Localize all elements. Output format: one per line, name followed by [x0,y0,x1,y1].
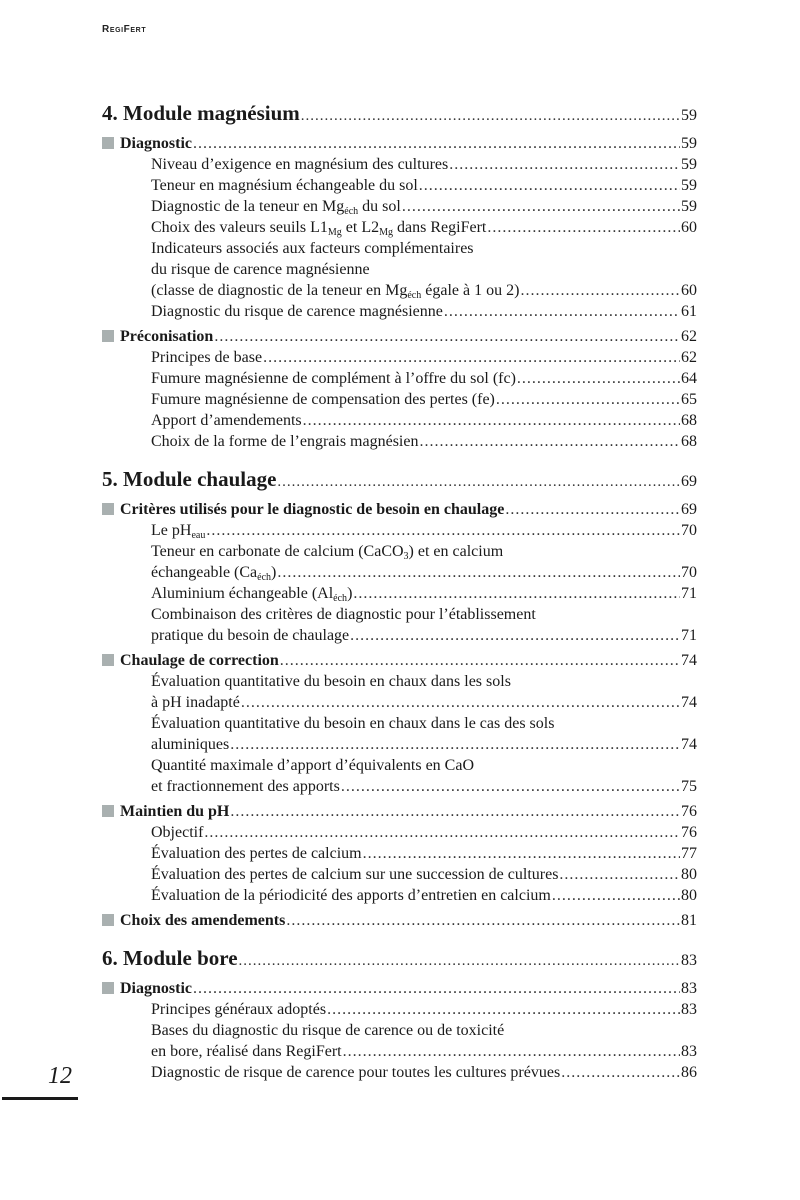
toc-item-line: Bases du diagnostic du risque de carence ou de toxicité [151,1022,505,1039]
item-title: Niveau d’exigence en magnésium des cultures [151,156,449,173]
item-title: Fumure magnésienne de compensation des pertes (fe) [151,391,495,408]
item-title: et fractionnement des apports [151,778,340,795]
dot-leader [487,217,680,238]
page-ref: 59 [681,156,697,173]
item-title: à pH inadapté [151,694,240,711]
module-title: 6. Module bore [102,946,238,970]
page-ref: 68 [681,433,697,450]
running-header: RegiFert [102,24,147,35]
toc-item[interactable] [102,154,697,175]
page-ref: 80 [681,887,697,904]
page-ref: 65 [681,391,697,408]
toc-item[interactable] [102,347,697,368]
page-ref: 81 [681,912,697,929]
toc-item-line: Combinaison des critères de diagnostic pour l’établissement [151,606,536,623]
item-title: Principes de base [151,349,263,366]
toc-item-line: Indicateurs associés aux facteurs complémentaires [151,240,474,257]
dot-leader [206,520,680,541]
page-ref: 83 [681,952,697,969]
page-ref: 77 [681,845,697,862]
toc-module-chaulage[interactable] [102,466,697,495]
toc-item[interactable] [102,1062,697,1083]
dot-leader [204,822,680,843]
dot-leader [559,864,680,885]
dot-leader [449,154,680,175]
dot-leader [505,499,680,520]
toc-module-magnesium[interactable] [102,100,697,129]
dot-leader [263,347,680,368]
toc-item[interactable] [102,301,697,322]
section-title: Critères utilisés pour le diagnostic de besoin en chaulage [120,501,505,518]
page-ref: 74 [681,736,697,753]
toc-section-preconisation[interactable] [102,326,697,347]
section-title: Chaulage de correction [120,652,279,669]
dot-leader [517,368,680,389]
page-ref: 61 [681,303,697,320]
dot-leader [193,978,680,999]
toc-item[interactable] [102,583,697,604]
dot-leader [327,999,680,1020]
page-ref: 76 [681,803,697,820]
toc-item[interactable] [102,692,697,713]
dot-leader [241,692,680,713]
dot-leader [280,650,680,671]
square-bullet-icon [102,654,114,666]
square-bullet-icon [102,137,114,149]
dot-leader [350,625,680,646]
page-ref: 86 [681,1064,697,1081]
toc-item[interactable] [102,196,697,217]
toc-item[interactable] [102,843,697,864]
item-title: (classe de diagnostic de la teneur en $Mg_{éch}$ égale à 1 ou 2) [151,282,520,301]
item-title: Apport d’amendements [151,412,302,429]
page-ref: 76 [681,824,697,841]
toc-item[interactable] [102,431,697,452]
dot-leader [402,196,680,217]
toc-item-line: Quantité maximale d’apport d’équivalents en CaO [151,757,475,774]
item-title: Diagnostic du risque de carence magnésienne [151,303,443,320]
dot-leader [419,175,680,196]
section-title: Choix des amendements [120,912,286,929]
section-title: Maintien du pH [120,803,230,820]
toc-item-line: Teneur en carbonate de calcium (CaCO$_3$) et en calcium [151,543,504,562]
toc-item[interactable] [102,389,697,410]
item-title: échangeable $(Ca_{éch})$ [151,564,277,583]
toc-item[interactable] [102,822,697,843]
item-title: Évaluation de la périodicité des apports d’entretien en calcium [151,887,551,904]
toc-item[interactable] [102,1041,697,1062]
page-ref: 68 [681,412,697,429]
page-ref: 70 [681,564,697,581]
module-title: 5. Module chaulage [102,467,277,491]
footer-rule [2,1097,78,1100]
toc-item[interactable] [102,776,697,797]
page-ref: 75 [681,778,697,795]
dot-leader [444,301,680,322]
dot-leader [277,562,680,583]
dot-leader [230,734,680,755]
dot-leader [230,801,680,822]
toc-item[interactable] [102,410,697,431]
item-title: Choix de la forme de l’engrais magnésien [151,433,419,450]
page-ref: 62 [681,328,697,345]
item-title: Teneur en magnésium échangeable du sol [151,177,418,194]
square-bullet-icon [102,805,114,817]
dot-leader [341,776,680,797]
page-ref: 59 [681,107,697,124]
toc-item[interactable] [102,625,697,646]
section-title: Diagnostic [120,980,192,997]
toc-section-diagnostic-mg[interactable] [102,133,697,154]
page-ref: 59 [681,198,697,215]
page-ref: 83 [681,980,697,997]
dot-leader [301,103,680,129]
toc-item[interactable] [102,520,697,541]
toc-item[interactable] [102,280,697,301]
toc-section-diagnostic-bore[interactable] [102,978,697,999]
section-title: Préconisation [120,328,214,345]
toc-item-line: Évaluation quantitative du besoin en chaux dans le cas des sols [151,715,555,732]
dot-leader [343,1041,680,1062]
dot-leader [419,431,680,452]
page-ref: 74 [681,652,697,669]
page-ref: 71 [681,585,697,602]
item-title: Aluminium échangeable $(Al_{éch})$ [151,585,353,604]
toc-item[interactable] [102,885,697,906]
dot-leader [303,410,680,431]
section-title: Diagnostic [120,135,192,152]
page-ref: 74 [681,694,697,711]
module-title: 4. Module magnésium [102,101,300,125]
square-bullet-icon [102,330,114,342]
toc-item[interactable] [102,562,697,583]
item-title: en bore, réalisé dans RegiFert [151,1043,342,1060]
toc-section-criteres[interactable] [102,499,697,520]
toc-item[interactable] [102,175,697,196]
dot-leader [363,843,680,864]
page-ref: 59 [681,177,697,194]
toc-item[interactable] [102,734,697,755]
item-title: aluminiques [151,736,230,753]
dot-leader [277,469,680,495]
dot-leader [353,583,680,604]
item-title: Évaluation des pertes de calcium [151,845,362,862]
page-ref: 60 [681,219,697,236]
dot-leader [193,133,680,154]
page-ref: 64 [681,370,697,387]
toc-section-chaulage-correction[interactable] [102,650,697,671]
item-title: Évaluation des pertes de calcium sur une succession de cultures [151,866,559,883]
item-title: Diagnostic de la teneur en $Mg_{éch}$ du sol [151,198,401,217]
page-ref: 59 [681,135,697,152]
page-number: 12 [48,1063,72,1089]
dot-leader [239,948,680,974]
page-ref: 69 [681,473,697,490]
item-title: Le $pH_{eau}$ [151,522,206,541]
page-ref: 80 [681,866,697,883]
item-title: Principes généraux adoptés [151,1001,327,1018]
toc-section-choix-amendements[interactable] [102,910,697,931]
dot-leader [496,389,680,410]
square-bullet-icon [102,914,114,926]
item-title: Objectif [151,824,204,841]
toc-item[interactable] [102,999,697,1020]
toc-item[interactable] [102,217,697,238]
dot-leader [214,326,680,347]
dot-leader [561,1062,680,1083]
table-of-contents [102,100,697,1083]
item-title: Fumure magnésienne de complément à l’offre du sol (fc) [151,370,516,387]
dot-leader [520,280,680,301]
dot-leader [286,910,680,931]
toc-item-line: Évaluation quantitative du besoin en chaux dans les sols [151,673,511,690]
toc-module-bore[interactable] [102,945,697,974]
toc-item[interactable] [102,368,697,389]
page-ref: 83 [681,1043,697,1060]
item-title: Choix des valeurs seuils $L1_{Mg}$ et $L2_{Mg}$ dans RegiFert [151,219,487,238]
page-ref: 60 [681,282,697,299]
page-ref: 70 [681,522,697,539]
page-ref: 62 [681,349,697,366]
toc-item-line: du risque de carence magnésienne [151,261,370,278]
page-ref: 69 [681,501,697,518]
square-bullet-icon [102,982,114,994]
item-title: Diagnostic de risque de carence pour toutes les cultures prévues [151,1064,561,1081]
item-title: pratique du besoin de chaulage [151,627,350,644]
dot-leader [552,885,680,906]
toc-item[interactable] [102,864,697,885]
page-ref: 71 [681,627,697,644]
page-ref: 83 [681,1001,697,1018]
toc-section-maintien-ph[interactable] [102,801,697,822]
square-bullet-icon [102,503,114,515]
